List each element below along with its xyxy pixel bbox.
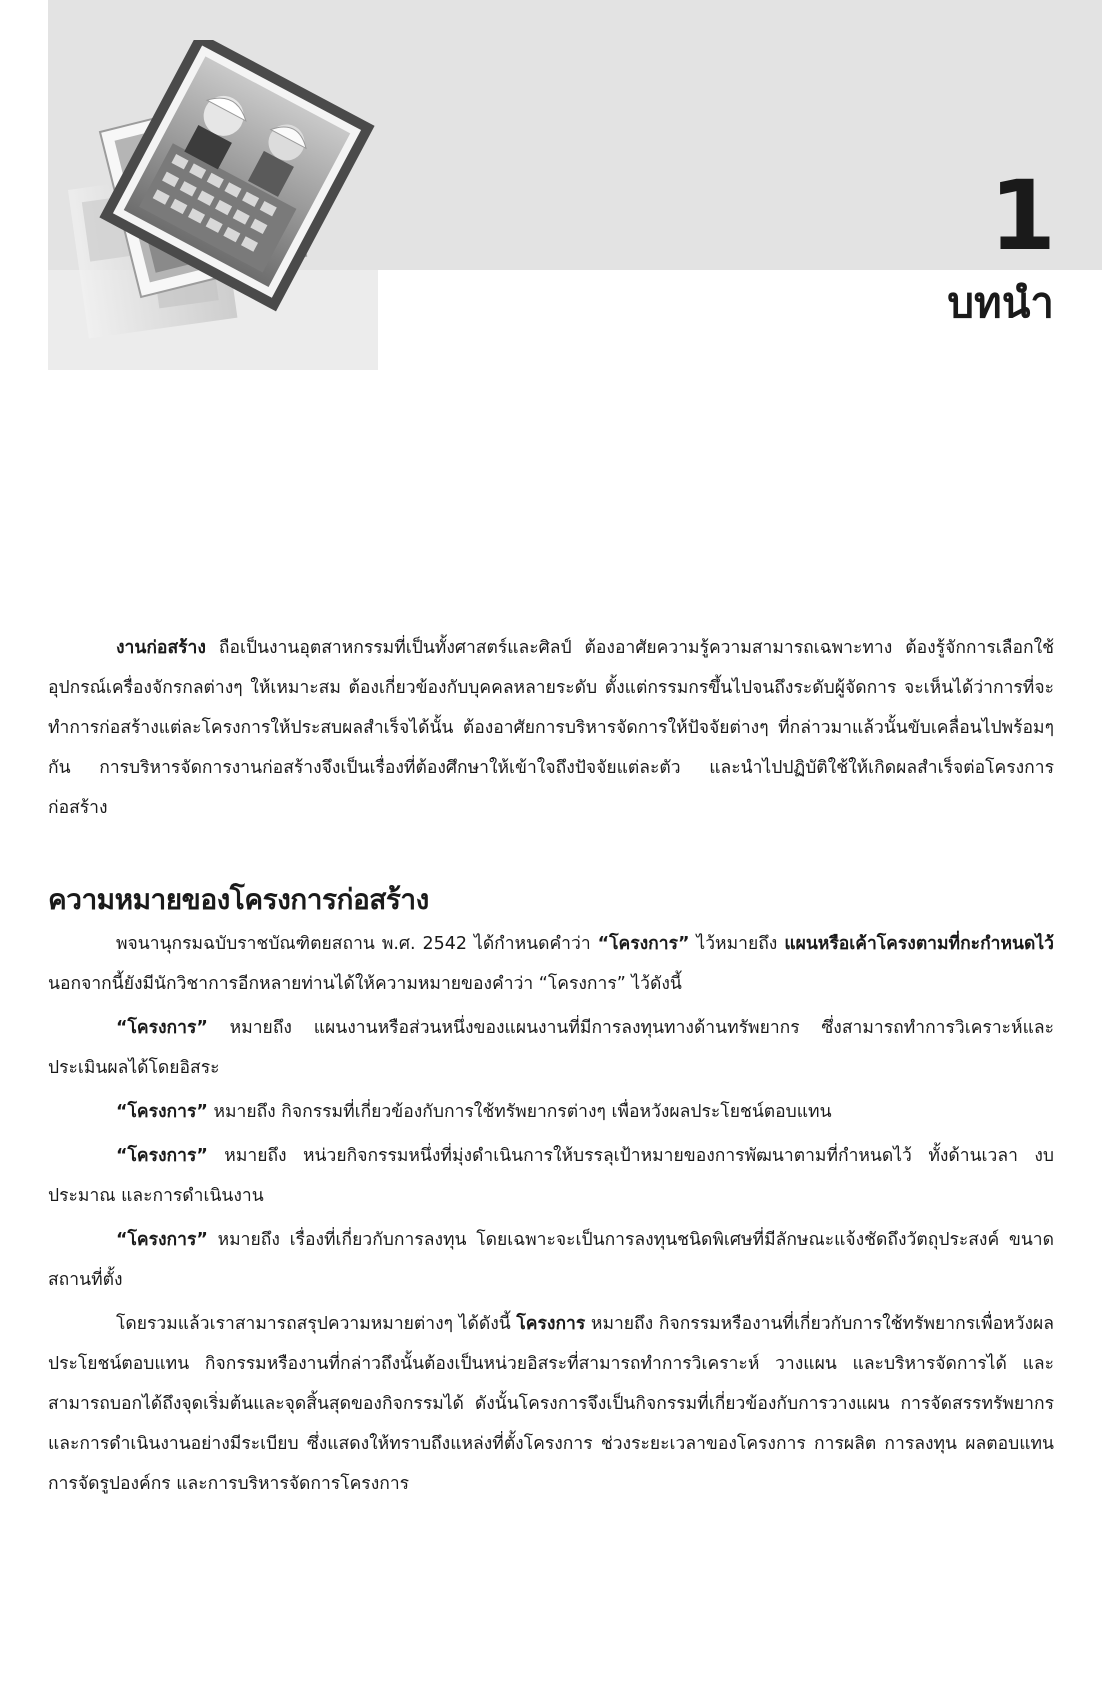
definition-text: หมายถึง เรื่องที่เกี่ยวกับการลงทุน โดยเฉพาะจะเป็นการลงทุนชนิดพิเศษที่มีลักษณะแจ้งชัดถึงวัตถุประสงค์ ขนาด สถานที่ตั้ง	[48, 1230, 1054, 1290]
dictionary-text-1: พจนานุกรมฉบับราชบัณฑิตยสถาน พ.ศ. 2542 ได้กำหนดคำว่า	[116, 934, 598, 954]
definition-paragraph	[48, 1220, 1054, 1300]
definition-term: “โครงการ”	[116, 1102, 208, 1122]
summary-term: โครงการ	[516, 1314, 586, 1334]
dictionary-term: “โครงการ”	[597, 934, 690, 954]
chapter-body	[48, 628, 1054, 1504]
definition-paragraph	[48, 1008, 1054, 1088]
dictionary-meaning: แผนหรือเค้าโครงตามที่กะกำหนดไว้	[784, 934, 1054, 954]
definition-paragraph	[48, 1136, 1054, 1216]
definition-text: หมายถึง แผนงานหรือส่วนหนึ่งของแผนงานที่มีการลงทุนทางด้านทรัพยากร ซึ่งสามารถทำการวิเคราะห์และประเมินผลได้โดยอิสระ	[48, 1018, 1054, 1078]
definition-text: หมายถึง กิจกรรมที่เกี่ยวข้องกับการใช้ทรัพยากรต่างๆ เพื่อหวังผลประโยชน์ตอบแทน	[207, 1102, 832, 1122]
intro-lead-term: งานก่อสร้าง	[116, 638, 206, 658]
dictionary-text-2: ไว้หมายถึง	[689, 934, 785, 954]
dictionary-text-3: นอกจากนี้ยังมีนักวิชาการอีกหลายท่านได้ให้ความหมายของคำว่า “โครงการ” ไว้ดังนี้	[48, 974, 682, 994]
definition-term: “โครงการ”	[116, 1018, 208, 1038]
dictionary-paragraph	[48, 924, 1054, 1004]
summary-paragraph	[48, 1304, 1054, 1504]
definition-text: หมายถึง หน่วยกิจกรรมหนึ่งที่มุ่งดำเนินการให้บรรลุเป้าหมายของการพัฒนาตามที่กำหนดไว้ ทั้งด้านเวลา งบประมาณ และการดำเนินงาน	[48, 1146, 1054, 1206]
definition-term: “โครงการ”	[116, 1230, 208, 1250]
definition-paragraph	[48, 1092, 1054, 1132]
construction-photo-collage-icon	[48, 40, 388, 370]
section-heading: ความหมายของโครงการก่อสร้าง	[48, 883, 429, 916]
intro-text: ถือเป็นงานอุตสาหกรรมที่เป็นทั้งศาสตร์และศิลป์ ต้องอาศัยความรู้ความสามารถเฉพาะทาง ต้องรู้จักการเลือกใช้อุปกรณ์เครื่องจักรกลต่างๆ ให้เหมาะสม ต้องเกี่ยวข้องกับบุคคลหลายระดับ ตั้งแต่กรรมกรขึ้นไปจนถึงระดับผู้จัดการ จะเห็นได้ว่าการที่จะทำการก่อสร้างแต่ละโครงการให้ประสบผลสำเร็จได้นั้น ต้องอาศัยการบริหารจัดการให้ปัจจัยต่างๆ ที่กล่าวมาแล้วนั้นขับเคลื่อนไปพร้อมๆ กัน การบริหารจัดการงานก่อสร้างจึงเป็นเรื่องที่ต้องศึกษาให้เข้าใจถึงปัจจัยแต่ละตัว และนำไปปฏิบัติใช้ให้เกิดผลสำเร็จต่อโครงการก่อสร้าง	[48, 638, 1054, 818]
intro-paragraph	[48, 628, 1054, 828]
chapter-number: 1	[989, 160, 1054, 272]
summary-text-2: หมายถึง กิจกรรมหรืองานที่เกี่ยวกับการใช้ทรัพยากรเพื่อหวังผลประโยชน์ตอบแทน กิจกรรมหรืองานที่กล่าวถึงนั้นต้องเป็นหน่วยอิสระที่สามารถทำการวิเคราะห์ วางแผน และบริหารจัดการได้ และสามารถบอกได้ถึงจุดเริ่มต้นและจุดสิ้นสุดของกิจกรรมได้ ดังนั้นโครงการจึงเป็นกิจกรรมที่เกี่ยวข้องกับการวางแผน การจัดสรรทรัพยากร และการดำเนินงานอย่างมีระเบียบ ซึ่งแสดงให้ทราบถึงแหล่งที่ตั้งโครงการ ช่วงระยะเวลาของโครงการ การผลิต การลงทุน ผลตอบแทน การจัดรูปองค์กร และการบริหารจัดการโครงการ	[48, 1314, 1055, 1494]
chapter-title: บทนำ	[947, 278, 1054, 327]
definition-term: “โครงการ”	[116, 1146, 208, 1166]
summary-text-1: โดยรวมแล้วเราสามารถสรุปความหมายต่างๆ ได้ดังนี้	[116, 1314, 517, 1334]
